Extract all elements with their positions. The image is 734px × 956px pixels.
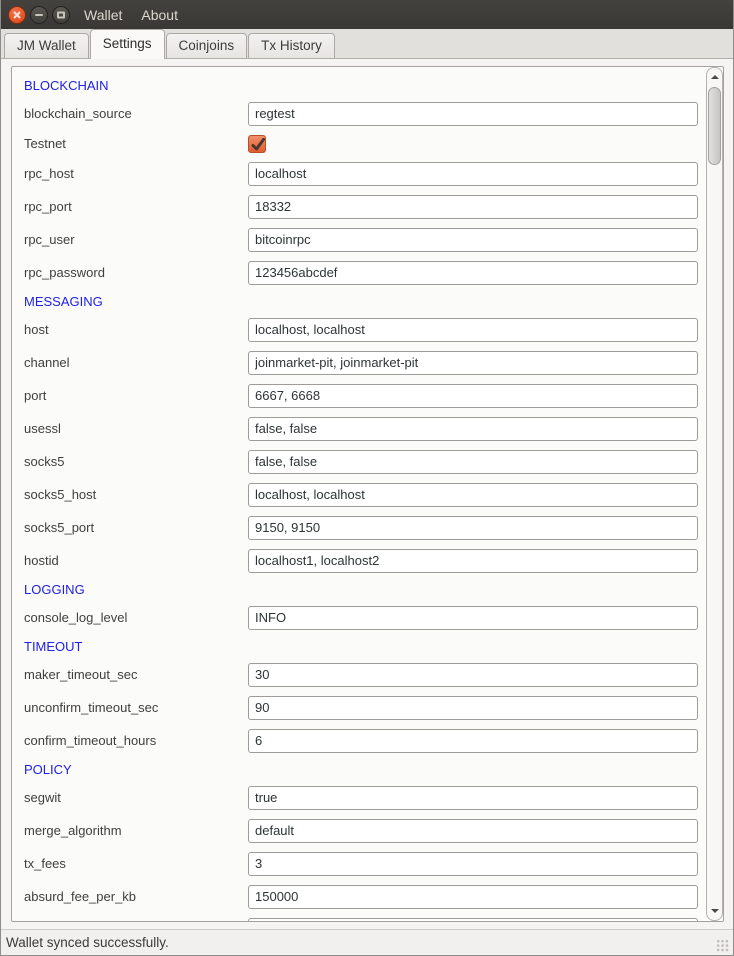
window-controls [8, 6, 70, 24]
section-header-timeout [12, 634, 723, 658]
tab-bar-strip [1, 29, 733, 58]
field-input-tx-fees[interactable] [248, 852, 698, 876]
field-input-blockchain-source[interactable] [248, 102, 698, 126]
maximize-button[interactable] [52, 6, 70, 24]
settings-row-unconfirm-timeout-sec [12, 691, 723, 724]
field-label: socks5 [24, 454, 65, 469]
settings-row-tx-fees [12, 847, 723, 880]
section-header-blockchain [12, 73, 723, 97]
maximize-icon [57, 11, 65, 18]
section-header-policy [12, 757, 723, 781]
settings-row-usessl [12, 412, 723, 445]
field-input-rpc-password[interactable] [248, 261, 698, 285]
settings-rows [12, 67, 723, 922]
section-header-label: BLOCKCHAIN [24, 77, 109, 93]
field-input-hostid[interactable] [248, 549, 698, 573]
settings-row-socks5-host [12, 478, 723, 511]
settings-row-rpc-port [12, 190, 723, 223]
close-button[interactable] [8, 6, 26, 24]
field-input-maker-timeout-sec[interactable] [248, 663, 698, 687]
settings-row-rpc-user [12, 223, 723, 256]
field-input-unconfirm-timeout-sec[interactable] [248, 696, 698, 720]
minimize-icon [35, 14, 43, 16]
field-label: socks5_host [24, 487, 97, 502]
check-icon [248, 135, 268, 155]
field-label: console_log_level [24, 610, 128, 625]
field-input-socks5[interactable] [248, 450, 698, 474]
field-input-segwit[interactable] [248, 786, 698, 810]
field-input-rpc-user[interactable] [248, 228, 698, 252]
field-input-channel[interactable] [248, 351, 698, 375]
field-input-rpc-host[interactable] [248, 162, 698, 186]
field-input-rpc-port[interactable] [248, 195, 698, 219]
settings-row-socks5 [12, 445, 723, 478]
tab-bar [4, 29, 336, 58]
field-label: merge_algorithm [24, 823, 122, 838]
field-label: hostid [24, 553, 59, 568]
tab-tx-history[interactable]: Tx History [248, 33, 335, 58]
field-label: socks5_port [24, 520, 95, 535]
section-header-label: POLICY [24, 761, 72, 777]
settings-row-socks5-port [12, 511, 723, 544]
settings-row-port [12, 379, 723, 412]
menu-bar [82, 5, 180, 25]
field-label: channel [24, 355, 70, 370]
field-label: Testnet [24, 136, 66, 151]
settings-row-blockchain-source [12, 97, 723, 130]
settings-row-maker-timeout-sec [12, 658, 723, 691]
settings-row-console-log-level [12, 601, 723, 634]
field-input-host[interactable] [248, 318, 698, 342]
field-input-absurd-fee-per-kb[interactable] [248, 885, 698, 909]
field-label: rpc_host [24, 166, 74, 181]
field-label: rpc_port [24, 199, 72, 214]
field-input-usessl[interactable] [248, 417, 698, 441]
field-input-socks5-port[interactable] [248, 516, 698, 540]
settings-row-channel [12, 346, 723, 379]
field-label: absurd_fee_per_kb [24, 889, 137, 904]
scrollbar-thumb[interactable] [708, 87, 721, 165]
menu-item-about[interactable]: About [141, 6, 178, 23]
field-label: unconfirm_timeout_sec [24, 700, 159, 715]
field-label: rpc_password [24, 265, 105, 280]
field-label: port [24, 388, 47, 403]
tab-settings[interactable]: Settings [90, 29, 165, 59]
field-label: host [24, 322, 49, 337]
settings-row-rpc-host [12, 157, 723, 190]
settings-row-hostid [12, 544, 723, 577]
settings-pane [1, 58, 733, 930]
section-header-label: TIMEOUT [24, 638, 83, 654]
scroll-up-icon[interactable] [711, 75, 719, 79]
tab-jm-wallet[interactable]: JM Wallet [4, 33, 89, 58]
field-label: usessl [24, 421, 61, 436]
field-input-confirm-timeout-hours[interactable] [248, 729, 698, 753]
settings-row-absurd-fee-per-kb [12, 880, 723, 913]
settings-row-blank [12, 913, 723, 922]
title-bar[interactable] [1, 0, 733, 29]
resize-grip[interactable] [716, 939, 730, 952]
settings-row-segwit [12, 781, 723, 814]
tab-coinjoins[interactable]: Coinjoins [166, 33, 248, 58]
vertical-scrollbar[interactable] [706, 67, 723, 921]
status-message: Wallet synced successfully. [6, 935, 169, 950]
field-label: segwit [24, 790, 61, 805]
settings-row-confirm-timeout-hours [12, 724, 723, 757]
settings-row-rpc-password [12, 256, 723, 289]
settings-scroll-area [11, 66, 724, 922]
section-header-messaging [12, 289, 723, 313]
menu-item-wallet[interactable]: Wallet [84, 6, 123, 23]
section-header-label: MESSAGING [24, 293, 103, 309]
field-input-port[interactable] [248, 384, 698, 408]
settings-row-merge-algorithm [12, 814, 723, 847]
field-input-socks5-host[interactable] [248, 483, 698, 507]
section-header-logging [12, 577, 723, 601]
field-input-merge-algorithm[interactable] [248, 819, 698, 843]
settings-row-host [12, 313, 723, 346]
status-bar [1, 929, 733, 955]
field-input-console-log-level[interactable] [248, 606, 698, 630]
section-header-label: LOGGING [24, 581, 85, 597]
field-label: rpc_user [24, 232, 75, 247]
field-label: blockchain_source [24, 106, 132, 121]
field-label: maker_timeout_sec [24, 667, 138, 682]
settings-row-testnet [12, 130, 723, 157]
scroll-down-icon[interactable] [711, 909, 719, 913]
field-label: tx_fees [24, 856, 66, 871]
minimize-button[interactable] [30, 6, 48, 24]
field-input-blank[interactable] [248, 918, 698, 923]
field-label: confirm_timeout_hours [24, 733, 157, 748]
checkbox-testnet[interactable] [248, 135, 266, 153]
